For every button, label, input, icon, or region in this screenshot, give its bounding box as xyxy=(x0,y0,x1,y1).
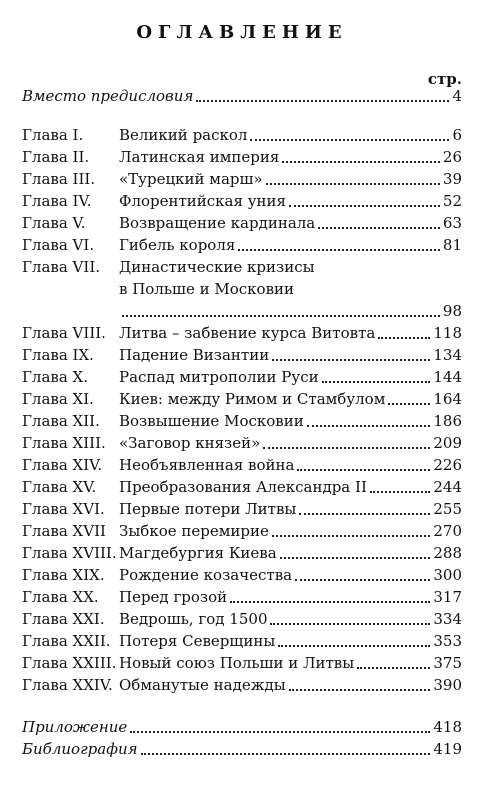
toc-entry-appendix[interactable] xyxy=(22,716,462,738)
toc-chapter-row[interactable] xyxy=(22,212,462,234)
toc-chapter-row-continuation[interactable] xyxy=(119,278,462,300)
toc-page-number: 419 xyxy=(433,740,462,758)
toc-entry-label: Вместо предисловия xyxy=(22,87,194,105)
dot-leader xyxy=(272,359,430,361)
chapter-title: Великий раскол xyxy=(119,126,248,144)
toc-chapter-row[interactable] xyxy=(22,366,462,388)
dot-leader xyxy=(388,403,430,405)
chapter-number: Глава XXII. xyxy=(22,632,111,650)
chapter-title: Распад митрополии Руси xyxy=(119,368,319,386)
toc-chapter-row[interactable] xyxy=(22,630,462,652)
chapter-title: Возвышение Московии xyxy=(119,412,304,430)
toc-page-number: 144 xyxy=(433,368,462,386)
toc-chapter-row[interactable] xyxy=(22,256,462,278)
toc-page-number: 418 xyxy=(433,718,462,736)
toc-entry-bibliography[interactable] xyxy=(22,738,462,760)
dot-leader xyxy=(357,667,430,669)
toc-chapter-row[interactable] xyxy=(22,674,462,696)
toc-chapter-row[interactable] xyxy=(22,168,462,190)
dot-leader xyxy=(250,139,449,141)
chapter-title: Потеря Северщины xyxy=(119,632,276,650)
dot-leader xyxy=(238,249,440,251)
chapter-number: Глава XII. xyxy=(22,412,100,430)
chapter-title: Ведрошь, год 1500 xyxy=(119,610,268,628)
chapter-number: Глава XVII xyxy=(22,522,106,540)
chapter-number: Глава XV. xyxy=(22,478,97,496)
chapter-title: Зыбкое перемирие xyxy=(119,522,269,540)
toc-chapter-row[interactable] xyxy=(22,146,462,168)
toc-chapter-row[interactable] xyxy=(22,498,462,520)
toc-chapter-row[interactable] xyxy=(22,190,462,212)
toc-page-number: 300 xyxy=(433,566,462,584)
chapter-title: Гибель короля xyxy=(119,236,236,254)
toc-chapter-row[interactable] xyxy=(22,388,462,410)
chapter-title: Преобразования Александра II xyxy=(119,478,367,496)
chapter-number: Глава XXI. xyxy=(22,610,105,628)
chapter-title: Литва – забвение курса Витовта xyxy=(119,324,376,342)
chapter-number: Глава II. xyxy=(22,148,90,166)
chapter-number: Глава XI. xyxy=(22,390,94,408)
dot-leader xyxy=(270,623,430,625)
chapter-number: Глава XVIII. xyxy=(22,544,117,562)
chapter-number: Глава XVI. xyxy=(22,500,105,518)
dot-leader xyxy=(295,579,430,581)
toc-page-number: 98 xyxy=(442,302,462,320)
chapter-title: Необъявленная война xyxy=(119,456,295,474)
toc-page-number: 270 xyxy=(433,522,462,540)
chapter-title: Первые потери Литвы xyxy=(119,500,297,518)
dot-leader xyxy=(280,557,431,559)
chapter-number: Глава XIV. xyxy=(22,456,103,474)
chapter-number: Глава VII. xyxy=(22,258,101,276)
toc-page-number: 288 xyxy=(433,544,462,562)
dot-leader xyxy=(299,513,430,515)
toc-chapter-row[interactable] xyxy=(22,652,462,674)
chapter-number: Глава XXIV. xyxy=(22,676,113,694)
toc-page-number: 209 xyxy=(433,434,462,452)
dot-leader xyxy=(370,491,430,493)
chapter-title: Киев: между Римом и Стамбулом xyxy=(119,390,386,408)
dot-leader xyxy=(122,315,440,317)
toc-chapter-row[interactable] xyxy=(22,454,462,476)
chapter-number: Глава X. xyxy=(22,368,89,386)
dot-leader xyxy=(289,689,431,691)
dot-leader xyxy=(196,100,449,102)
toc-page-number: 375 xyxy=(433,654,462,672)
toc-page-number: 26 xyxy=(442,148,462,166)
toc-chapter-row[interactable] xyxy=(22,124,462,146)
toc-page-number: 81 xyxy=(442,236,462,254)
chapter-number: Глава XXIII. xyxy=(22,654,117,672)
toc-page-number: 244 xyxy=(433,478,462,496)
toc-page-number: 4 xyxy=(452,87,462,105)
dot-leader xyxy=(266,183,440,185)
chapter-title: Династические кризисы xyxy=(119,258,315,276)
dot-leader xyxy=(230,601,430,603)
toc-page-number: 353 xyxy=(433,632,462,650)
chapter-title-line2: в Польше и Московии xyxy=(119,280,295,298)
dot-leader xyxy=(378,337,430,339)
chapter-number: Глава VIII. xyxy=(22,324,106,342)
toc-chapter-row[interactable] xyxy=(22,432,462,454)
dot-leader xyxy=(130,731,430,733)
toc-page-number: 390 xyxy=(433,676,462,694)
chapter-number: Глава VI. xyxy=(22,236,95,254)
toc-chapter-row[interactable] xyxy=(22,234,462,256)
chapter-number: Глава I. xyxy=(22,126,84,144)
toc-page-number: 317 xyxy=(433,588,462,606)
toc-entry-preface[interactable] xyxy=(22,85,462,107)
chapter-number: Глава XX. xyxy=(22,588,99,606)
toc-page-number: 134 xyxy=(433,346,462,364)
chapter-title: Обманутые надежды xyxy=(119,676,286,694)
chapter-title: Перед грозой xyxy=(119,588,228,606)
toc-page-number: 52 xyxy=(442,192,462,210)
toc-page-number: 255 xyxy=(433,500,462,518)
toc-entry-label: Библиография xyxy=(22,740,138,758)
chapter-number: Глава III. xyxy=(22,170,96,188)
chapter-title: Флорентийская уния xyxy=(119,192,287,210)
toc-page-number: 39 xyxy=(442,170,462,188)
toc-chapter-row[interactable] xyxy=(22,520,462,542)
page-column-label: стр. xyxy=(427,70,462,88)
toc-chapter-row[interactable] xyxy=(22,476,462,498)
toc-chapter-row[interactable] xyxy=(22,542,462,564)
chapter-title: Латинская империя xyxy=(119,148,280,166)
chapter-title: Рождение козачества xyxy=(119,566,293,584)
chapter-number: Глава V. xyxy=(22,214,86,232)
chapter-number: Глава XIII. xyxy=(22,434,106,452)
dot-leader xyxy=(318,227,440,229)
toc-page-number: 186 xyxy=(433,412,462,430)
toc-page-number: 63 xyxy=(442,214,462,232)
chapter-title: Новый союз Польши и Литвы xyxy=(119,654,355,672)
dot-leader xyxy=(297,469,430,471)
chapter-title: «Турецкий марш» xyxy=(119,170,263,188)
dot-leader xyxy=(278,645,430,647)
dot-leader xyxy=(307,425,431,427)
toc-page-number: 164 xyxy=(433,390,462,408)
chapter-title: Падение Византии xyxy=(119,346,270,364)
toc-page-number: 226 xyxy=(433,456,462,474)
toc-page-number: 334 xyxy=(433,610,462,628)
toc-chapter-row[interactable] xyxy=(22,322,462,344)
toc-chapter-row[interactable] xyxy=(22,608,462,630)
toc-page-number: 118 xyxy=(433,324,462,342)
chapter-number: Глава XIX. xyxy=(22,566,105,584)
toc-chapter-row[interactable] xyxy=(22,564,462,586)
dot-leader xyxy=(263,447,430,449)
chapter-title: Магдебургия Киева xyxy=(119,544,277,562)
chapter-number: Глава IX. xyxy=(22,346,94,364)
chapter-title: «Заговор князей» xyxy=(119,434,261,452)
toc-entry-label: Приложение xyxy=(22,718,128,736)
toc-chapter-row[interactable] xyxy=(22,344,462,366)
toc-title: ОГЛАВЛЕНИЕ xyxy=(136,22,348,43)
dot-leader xyxy=(272,535,430,537)
dot-leader xyxy=(289,205,440,207)
toc-chapter-row[interactable] xyxy=(22,586,462,608)
chapter-number: Глава IV. xyxy=(22,192,92,210)
toc-chapter-row-pageline[interactable] xyxy=(119,300,462,322)
chapter-title: Возвращение кардинала xyxy=(119,214,316,232)
dot-leader xyxy=(322,381,431,383)
dot-leader xyxy=(141,753,431,755)
toc-chapter-row[interactable] xyxy=(22,410,462,432)
dot-leader xyxy=(282,161,440,163)
toc-page-number: 6 xyxy=(452,126,462,144)
